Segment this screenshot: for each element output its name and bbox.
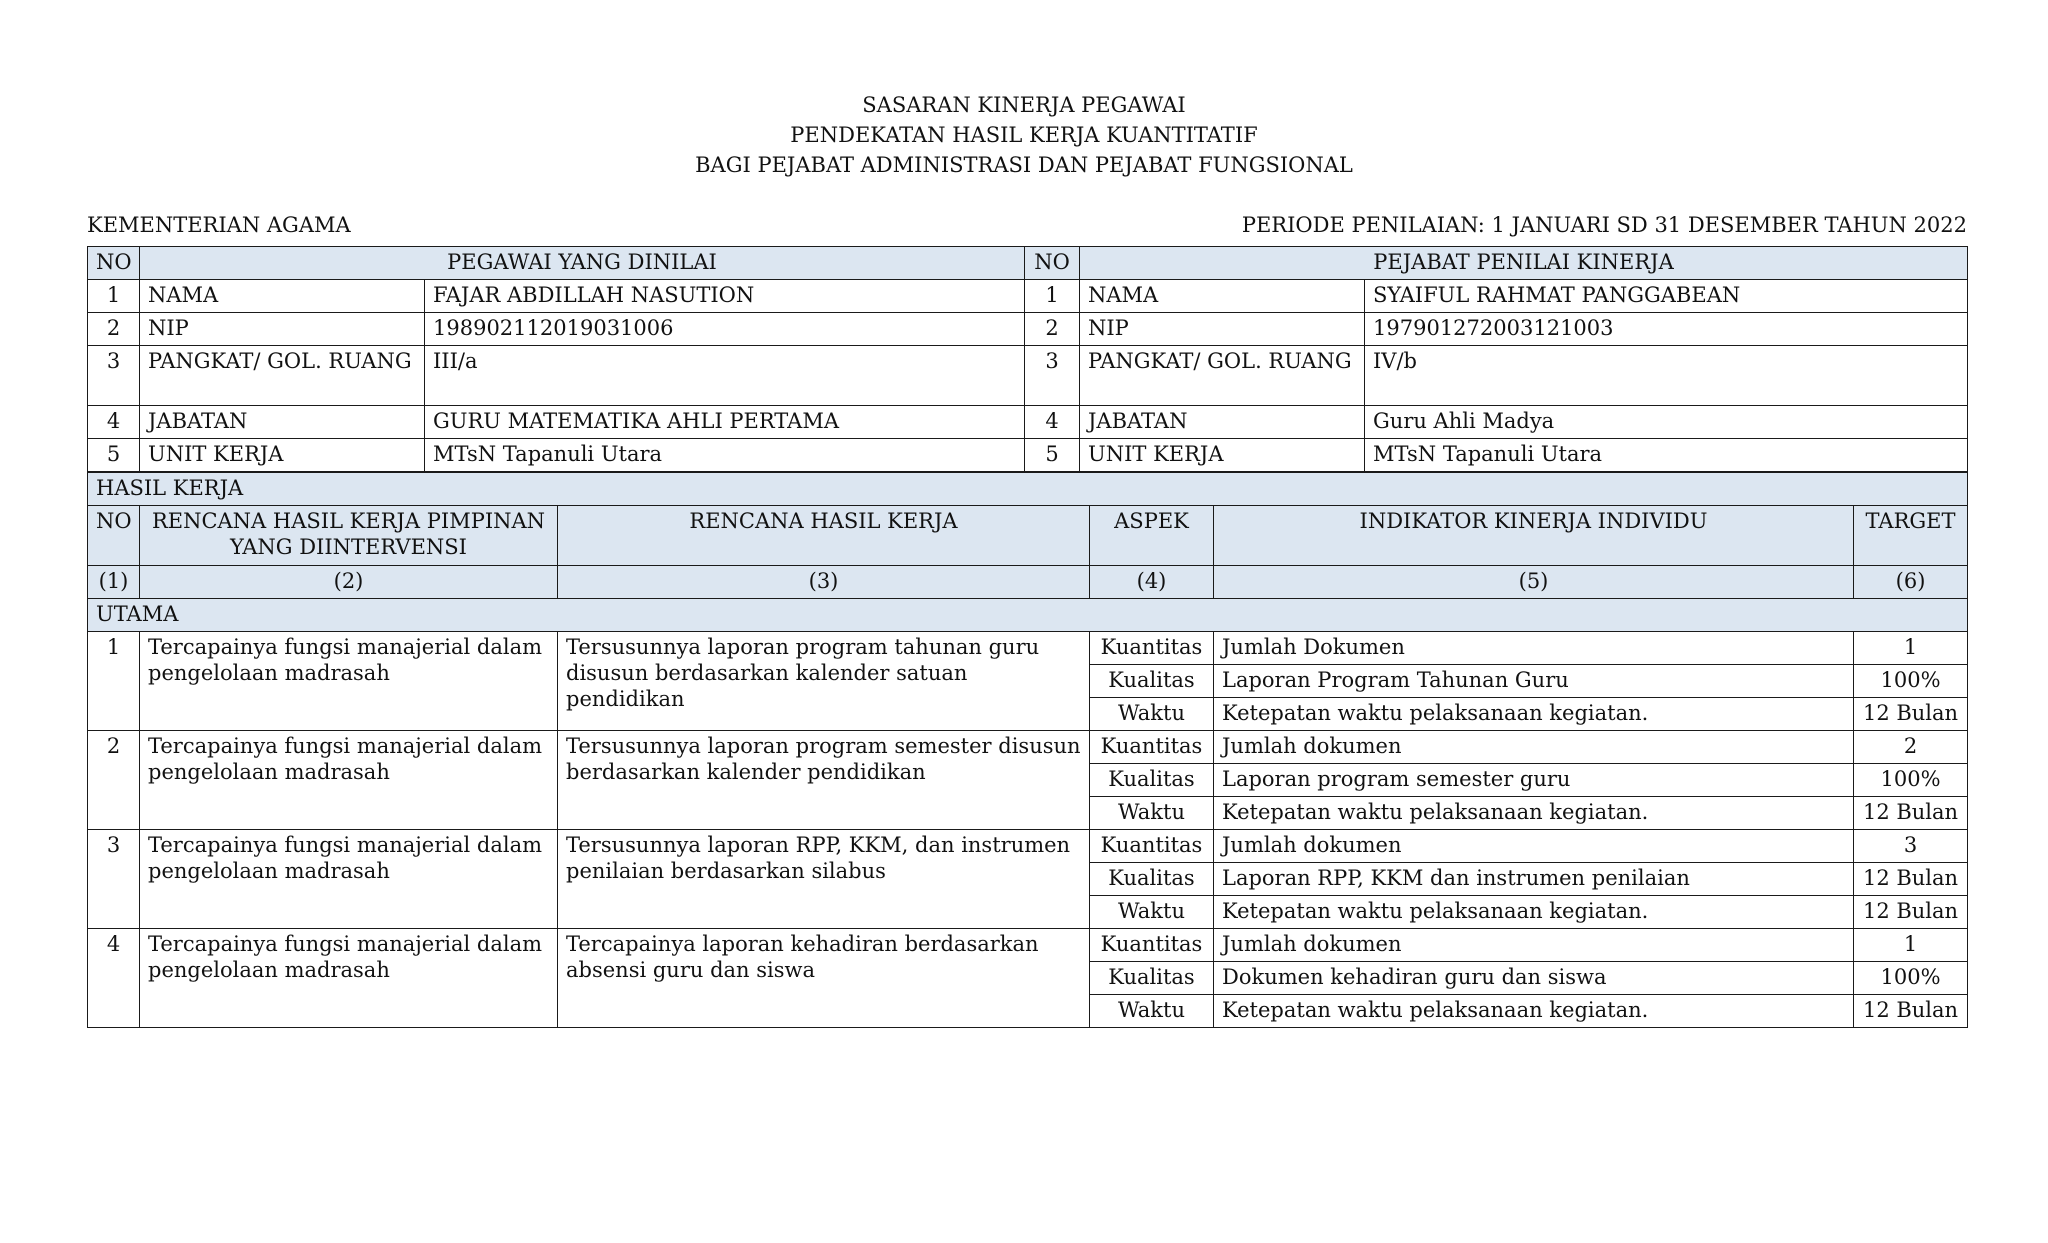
row-label-2: NIP — [1080, 313, 1365, 346]
header-pejabat-penilai: PEJABAT PENILAI KINERJA — [1080, 247, 1968, 280]
indicator-text: Laporan RPP, KKM dan instrumen penilaian — [1214, 863, 1854, 896]
row-label: JABATAN — [140, 406, 425, 439]
item-rencana: Tercapainya laporan kehadiran berdasarkan absensi guru dan siswa — [558, 929, 1090, 1028]
row-no: 2 — [88, 313, 140, 346]
row-label-2: JABATAN — [1080, 406, 1365, 439]
item-no: 2 — [88, 731, 140, 830]
indicator-text: Laporan Program Tahunan Guru — [1214, 665, 1854, 698]
row-label-2: PANGKAT/ GOL. RUANG — [1080, 346, 1365, 406]
indicator-target: 12 Bulan — [1854, 797, 1968, 830]
header-no-2: NO — [1025, 247, 1080, 280]
item-no: 3 — [88, 830, 140, 929]
title-line-3: BAGI PEJABAT ADMINISTRASI DAN PEJABAT FUNGSIONAL — [695, 153, 1353, 177]
indicator-aspek: Kuantitas — [1090, 731, 1214, 764]
indicator-aspek: Kualitas — [1090, 863, 1214, 896]
column-number: (4) — [1090, 566, 1214, 599]
indicator-text: Ketepatan waktu pelaksanaan kegiatan. — [1214, 896, 1854, 929]
row-no-2: 3 — [1025, 346, 1080, 406]
column-header-aspek: ASPEK — [1090, 506, 1214, 566]
row-no-2: 4 — [1025, 406, 1080, 439]
indicator-text: Jumlah Dokumen — [1214, 632, 1854, 665]
item-pimpinan: Tercapainya fungsi manajerial dalam pengelolaan madrasah — [140, 830, 558, 929]
column-header-pimpinan: RENCANA HASIL KERJA PIMPINAN YANG DIINTERVENSI — [140, 506, 558, 566]
title-line-2: PENDEKATAN HASIL KERJA KUANTITATIF — [790, 123, 1258, 147]
hasil-column-numbers — [88, 566, 1968, 599]
indicator-target: 100% — [1854, 665, 1968, 698]
pegawai-row-nip — [88, 313, 1968, 346]
section-hasil-kerja — [88, 473, 1968, 506]
pegawai-table-header — [88, 247, 1968, 280]
item-rencana: Tersusunnya laporan program semester disusun berdasarkan kalender pendidikan — [558, 731, 1090, 830]
hasil-kerja-table — [87, 472, 1968, 1028]
pegawai-value: FAJAR ABDILLAH NASUTION — [425, 280, 1025, 313]
table-row — [88, 632, 1968, 665]
hasil-column-headers — [88, 506, 1968, 566]
row-label: UNIT KERJA — [140, 439, 425, 472]
item-pimpinan: Tercapainya fungsi manajerial dalam pengelolaan madrasah — [140, 632, 558, 731]
indicator-target: 12 Bulan — [1854, 698, 1968, 731]
indicator-text: Jumlah dokumen — [1214, 830, 1854, 863]
indicator-target: 12 Bulan — [1854, 995, 1968, 1028]
pegawai-row-jabatan — [88, 406, 1968, 439]
section-utama — [88, 599, 1968, 632]
column-number: (6) — [1854, 566, 1968, 599]
indicator-aspek: Waktu — [1090, 797, 1214, 830]
row-no: 5 — [88, 439, 140, 472]
indicator-aspek: Kualitas — [1090, 962, 1214, 995]
section-label: HASIL KERJA — [88, 473, 1968, 506]
table-row — [88, 731, 1968, 764]
column-header-target: TARGET — [1854, 506, 1968, 566]
organization-name: KEMENTERIAN AGAMA — [87, 213, 351, 237]
row-label: NAMA — [140, 280, 425, 313]
header-pegawai-dinilai: PEGAWAI YANG DINILAI — [140, 247, 1025, 280]
row-no: 1 — [88, 280, 140, 313]
pegawai-row-unit-kerja — [88, 439, 1968, 472]
pegawai-value: GURU MATEMATIKA AHLI PERTAMA — [425, 406, 1025, 439]
title-line-1: SASARAN KINERJA PEGAWAI — [862, 93, 1186, 117]
column-header-rencana: RENCANA HASIL KERJA — [558, 506, 1090, 566]
pegawai-table — [87, 246, 1968, 472]
column-header-no: NO — [88, 506, 140, 566]
item-rencana: Tersusunnya laporan program tahunan guru disusun berdasarkan kalender satuan pendidikan — [558, 632, 1090, 731]
indicator-target: 1 — [1854, 929, 1968, 962]
row-no: 4 — [88, 406, 140, 439]
indicator-text: Ketepatan waktu pelaksanaan kegiatan. — [1214, 797, 1854, 830]
indicator-aspek: Waktu — [1090, 698, 1214, 731]
row-no: 3 — [88, 346, 140, 406]
penilai-value: SYAIFUL RAHMAT PANGGABEAN — [1365, 280, 1968, 313]
row-no-2: 1 — [1025, 280, 1080, 313]
row-label: NIP — [140, 313, 425, 346]
indicator-text: Jumlah dokumen — [1214, 731, 1854, 764]
assessment-period: PERIODE PENILAIAN: 1 JANUARI SD 31 DESEMBER TAHUN 2022 — [1241, 213, 1967, 237]
row-label-2: NAMA — [1080, 280, 1365, 313]
indicator-target: 2 — [1854, 731, 1968, 764]
item-no: 1 — [88, 632, 140, 731]
column-header-indikator: INDIKATOR KINERJA INDIVIDU — [1214, 506, 1854, 566]
indicator-aspek: Waktu — [1090, 995, 1214, 1028]
row-label: PANGKAT/ GOL. RUANG — [140, 346, 425, 406]
indicator-target: 3 — [1854, 830, 1968, 863]
row-no-2: 2 — [1025, 313, 1080, 346]
column-number: (1) — [88, 566, 140, 599]
item-no: 4 — [88, 929, 140, 1028]
indicator-target: 100% — [1854, 764, 1968, 797]
pegawai-row-pangkat — [88, 346, 1968, 406]
table-row — [88, 929, 1968, 962]
header-no: NO — [88, 247, 140, 280]
penilai-value: 197901272003121003 — [1365, 313, 1968, 346]
penilai-value: MTsN Tapanuli Utara — [1365, 439, 1968, 472]
indicator-target: 12 Bulan — [1854, 863, 1968, 896]
indicator-text: Ketepatan waktu pelaksanaan kegiatan. — [1214, 698, 1854, 731]
item-pimpinan: Tercapainya fungsi manajerial dalam pengelolaan madrasah — [140, 929, 558, 1028]
document-title — [0, 90, 2048, 180]
item-rencana: Tersusunnya laporan RPP, KKM, dan instrumen penilaian berdasarkan silabus — [558, 830, 1090, 929]
column-number: (2) — [140, 566, 558, 599]
indicator-target: 100% — [1854, 962, 1968, 995]
table-row — [88, 830, 1968, 863]
indicator-aspek: Kuantitas — [1090, 929, 1214, 962]
indicator-aspek: Kuantitas — [1090, 632, 1214, 665]
indicator-text: Jumlah dokumen — [1214, 929, 1854, 962]
column-number: (5) — [1214, 566, 1854, 599]
indicator-text: Laporan program semester guru — [1214, 764, 1854, 797]
indicator-target: 12 Bulan — [1854, 896, 1968, 929]
item-pimpinan: Tercapainya fungsi manajerial dalam pengelolaan madrasah — [140, 731, 558, 830]
indicator-aspek: Waktu — [1090, 896, 1214, 929]
indicator-aspek: Kuantitas — [1090, 830, 1214, 863]
penilai-value: Guru Ahli Madya — [1365, 406, 1968, 439]
section-label: UTAMA — [88, 599, 1968, 632]
row-no-2: 5 — [1025, 439, 1080, 472]
indicator-aspek: Kualitas — [1090, 665, 1214, 698]
pegawai-value: 198902112019031006 — [425, 313, 1025, 346]
pegawai-row-nama — [88, 280, 1968, 313]
indicator-text: Dokumen kehadiran guru dan siswa — [1214, 962, 1854, 995]
indicator-text: Ketepatan waktu pelaksanaan kegiatan. — [1214, 995, 1854, 1028]
column-number: (3) — [558, 566, 1090, 599]
pegawai-value: III/a — [425, 346, 1025, 406]
indicator-aspek: Kualitas — [1090, 764, 1214, 797]
row-label-2: UNIT KERJA — [1080, 439, 1365, 472]
indicator-target: 1 — [1854, 632, 1968, 665]
penilai-value: IV/b — [1365, 346, 1968, 406]
pegawai-value: MTsN Tapanuli Utara — [425, 439, 1025, 472]
